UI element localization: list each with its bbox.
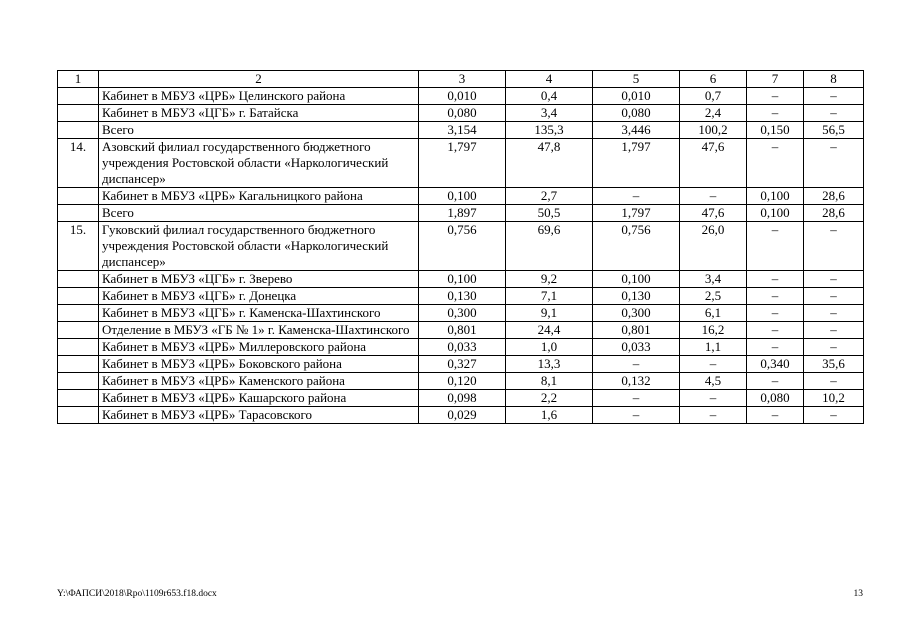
name-cell: Гуковский филиал государственного бюджетного учреждения Ростовской области «Наркологический диспансер» xyxy=(99,222,419,271)
col7-cell: 0,340 xyxy=(747,356,804,373)
col4-cell: 47,8 xyxy=(506,139,593,188)
name-cell: Всего xyxy=(99,205,419,222)
row-number-cell: 15. xyxy=(58,222,99,271)
col8-cell: – xyxy=(804,222,864,271)
row-number-cell xyxy=(58,339,99,356)
col8-cell: 10,2 xyxy=(804,390,864,407)
col5-cell: 1,797 xyxy=(593,205,680,222)
name-cell: Кабинет в МБУЗ «ЦГБ» г. Зверево xyxy=(99,271,419,288)
table-row xyxy=(58,407,864,424)
col6-cell: 3,4 xyxy=(680,271,747,288)
col4-cell: 24,4 xyxy=(506,322,593,339)
table-row xyxy=(58,305,864,322)
header-cell: 2 xyxy=(99,71,419,88)
col6-cell: 2,5 xyxy=(680,288,747,305)
col3-cell: 0,756 xyxy=(419,222,506,271)
header-cell: 8 xyxy=(804,71,864,88)
col5-cell: – xyxy=(593,356,680,373)
col4-cell: 2,7 xyxy=(506,188,593,205)
col8-cell: – xyxy=(804,271,864,288)
row-number-cell xyxy=(58,105,99,122)
table-row xyxy=(58,188,864,205)
col3-cell: 0,300 xyxy=(419,305,506,322)
col4-cell: 0,4 xyxy=(506,88,593,105)
table-row xyxy=(58,222,864,271)
name-cell: Кабинет в МБУЗ «ЦРБ» Кашарского района xyxy=(99,390,419,407)
col8-cell: 56,5 xyxy=(804,122,864,139)
row-number-cell xyxy=(58,305,99,322)
name-cell: Кабинет в МБУЗ «ЦРБ» Боковского района xyxy=(99,356,419,373)
row-number-cell xyxy=(58,205,99,222)
col4-cell: 9,1 xyxy=(506,305,593,322)
name-cell: Кабинет в МБУЗ «ЦГБ» г. Батайска xyxy=(99,105,419,122)
col8-cell: – xyxy=(804,88,864,105)
table-row xyxy=(58,288,864,305)
col4-cell: 50,5 xyxy=(506,205,593,222)
table-header-row xyxy=(58,71,864,88)
col8-cell: 28,6 xyxy=(804,205,864,222)
col5-cell: 0,132 xyxy=(593,373,680,390)
col6-cell: – xyxy=(680,188,747,205)
data-table xyxy=(57,70,864,424)
col3-cell: 1,897 xyxy=(419,205,506,222)
table-row xyxy=(58,356,864,373)
col7-cell: 0,080 xyxy=(747,390,804,407)
col4-cell: 135,3 xyxy=(506,122,593,139)
row-number-cell xyxy=(58,322,99,339)
table-body xyxy=(58,88,864,424)
col5-cell: 0,300 xyxy=(593,305,680,322)
col8-cell: – xyxy=(804,373,864,390)
col6-cell: 47,6 xyxy=(680,139,747,188)
col5-cell: 0,756 xyxy=(593,222,680,271)
col3-cell: 3,154 xyxy=(419,122,506,139)
table-row xyxy=(58,322,864,339)
header-cell: 7 xyxy=(747,71,804,88)
footer-file-path: Y:\ФАПСИ\2018\Rpo\1109r653.f18.docx xyxy=(57,589,217,599)
table-row xyxy=(58,373,864,390)
col7-cell: – xyxy=(747,88,804,105)
col4-cell: 9,2 xyxy=(506,271,593,288)
col7-cell: – xyxy=(747,322,804,339)
col8-cell: – xyxy=(804,105,864,122)
col7-cell: 0,100 xyxy=(747,188,804,205)
col3-cell: 1,797 xyxy=(419,139,506,188)
col7-cell: – xyxy=(747,139,804,188)
table-row xyxy=(58,122,864,139)
row-number-cell: 14. xyxy=(58,139,99,188)
col3-cell: 0,080 xyxy=(419,105,506,122)
col3-cell: 0,100 xyxy=(419,188,506,205)
col6-cell: – xyxy=(680,356,747,373)
col7-cell: – xyxy=(747,373,804,390)
row-number-cell xyxy=(58,122,99,139)
col8-cell: – xyxy=(804,305,864,322)
col3-cell: 0,100 xyxy=(419,271,506,288)
row-number-cell xyxy=(58,407,99,424)
name-cell: Всего xyxy=(99,122,419,139)
col5-cell: 0,130 xyxy=(593,288,680,305)
col8-cell: 35,6 xyxy=(804,356,864,373)
col4-cell: 69,6 xyxy=(506,222,593,271)
col3-cell: 0,010 xyxy=(419,88,506,105)
name-cell: Кабинет в МБУЗ «ЦРБ» Тарасовского xyxy=(99,407,419,424)
col7-cell: – xyxy=(747,305,804,322)
col3-cell: 0,327 xyxy=(419,356,506,373)
col4-cell: 8,1 xyxy=(506,373,593,390)
col4-cell: 13,3 xyxy=(506,356,593,373)
col5-cell: – xyxy=(593,188,680,205)
col8-cell: 28,6 xyxy=(804,188,864,205)
name-cell: Кабинет в МБУЗ «ЦРБ» Целинского района xyxy=(99,88,419,105)
col7-cell: – xyxy=(747,288,804,305)
col4-cell: 1,6 xyxy=(506,407,593,424)
col6-cell: 4,5 xyxy=(680,373,747,390)
col7-cell: – xyxy=(747,105,804,122)
name-cell: Кабинет в МБУЗ «ЦГБ» г. Каменска-Шахтинского xyxy=(99,305,419,322)
col7-cell: – xyxy=(747,407,804,424)
col6-cell: 16,2 xyxy=(680,322,747,339)
col5-cell: 0,801 xyxy=(593,322,680,339)
header-cell: 6 xyxy=(680,71,747,88)
col6-cell: 1,1 xyxy=(680,339,747,356)
name-cell: Отделение в МБУЗ «ГБ № 1» г. Каменска-Шахтинского xyxy=(99,322,419,339)
col7-cell: 0,150 xyxy=(747,122,804,139)
table-row xyxy=(58,271,864,288)
col8-cell: – xyxy=(804,407,864,424)
col3-cell: 0,029 xyxy=(419,407,506,424)
col6-cell: 0,7 xyxy=(680,88,747,105)
col7-cell: – xyxy=(747,271,804,288)
col3-cell: 0,120 xyxy=(419,373,506,390)
col5-cell: 0,010 xyxy=(593,88,680,105)
col4-cell: 2,2 xyxy=(506,390,593,407)
col5-cell: 1,797 xyxy=(593,139,680,188)
col6-cell: 2,4 xyxy=(680,105,747,122)
col7-cell: 0,100 xyxy=(747,205,804,222)
col5-cell: – xyxy=(593,390,680,407)
col3-cell: 0,801 xyxy=(419,322,506,339)
row-number-cell xyxy=(58,188,99,205)
col6-cell: 100,2 xyxy=(680,122,747,139)
col5-cell: 0,033 xyxy=(593,339,680,356)
name-cell: Кабинет в МБУЗ «ЦГБ» г. Донецка xyxy=(99,288,419,305)
col3-cell: 0,033 xyxy=(419,339,506,356)
col5-cell: 0,080 xyxy=(593,105,680,122)
name-cell: Кабинет в МБУЗ «ЦРБ» Кагальницкого района xyxy=(99,188,419,205)
row-number-cell xyxy=(58,288,99,305)
row-number-cell xyxy=(58,373,99,390)
header-cell: 3 xyxy=(419,71,506,88)
table-row xyxy=(58,88,864,105)
header-cell: 4 xyxy=(506,71,593,88)
col8-cell: – xyxy=(804,339,864,356)
table-row xyxy=(58,339,864,356)
col3-cell: 0,130 xyxy=(419,288,506,305)
col4-cell: 1,0 xyxy=(506,339,593,356)
col4-cell: 3,4 xyxy=(506,105,593,122)
col5-cell: – xyxy=(593,407,680,424)
col5-cell: 0,100 xyxy=(593,271,680,288)
table-row xyxy=(58,139,864,188)
col6-cell: 26,0 xyxy=(680,222,747,271)
col4-cell: 7,1 xyxy=(506,288,593,305)
header-cell: 1 xyxy=(58,71,99,88)
row-number-cell xyxy=(58,271,99,288)
col7-cell: – xyxy=(747,339,804,356)
col3-cell: 0,098 xyxy=(419,390,506,407)
row-number-cell xyxy=(58,390,99,407)
row-number-cell xyxy=(58,88,99,105)
header-cell: 5 xyxy=(593,71,680,88)
col8-cell: – xyxy=(804,139,864,188)
col6-cell: – xyxy=(680,390,747,407)
table-row xyxy=(58,205,864,222)
col5-cell: 3,446 xyxy=(593,122,680,139)
col6-cell: – xyxy=(680,407,747,424)
col8-cell: – xyxy=(804,288,864,305)
name-cell: Кабинет в МБУЗ «ЦРБ» Каменского района xyxy=(99,373,419,390)
table-row xyxy=(58,105,864,122)
name-cell: Азовский филиал государственного бюджетного учреждения Ростовской области «Наркологический диспансер» xyxy=(99,139,419,188)
col6-cell: 47,6 xyxy=(680,205,747,222)
col6-cell: 6,1 xyxy=(680,305,747,322)
col7-cell: – xyxy=(747,222,804,271)
page-number: 13 xyxy=(853,589,863,599)
table-row xyxy=(58,390,864,407)
row-number-cell xyxy=(58,356,99,373)
col8-cell: – xyxy=(804,322,864,339)
name-cell: Кабинет в МБУЗ «ЦРБ» Миллеровского района xyxy=(99,339,419,356)
